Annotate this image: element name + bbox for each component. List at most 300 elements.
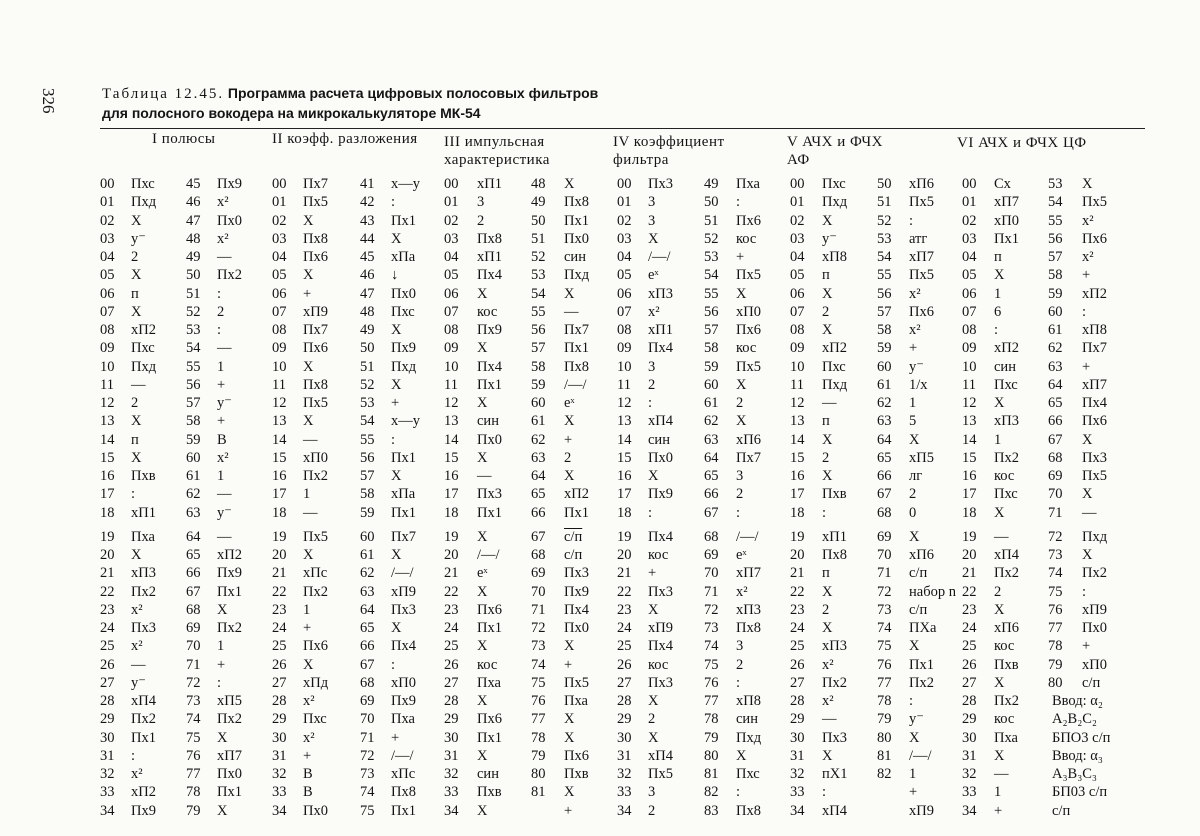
step-command: кос — [736, 340, 757, 357]
step-command: X — [736, 747, 747, 764]
step-address: 04 — [617, 249, 632, 265]
step-address: 64 — [877, 431, 892, 448]
step-address: 34 — [444, 802, 459, 819]
step-command: с/п — [1082, 674, 1101, 691]
step-command: с/п — [564, 547, 583, 563]
step-command: 2 — [909, 486, 917, 503]
step-command: Пх6 — [909, 303, 934, 320]
step-command: 2 — [217, 303, 225, 320]
step-command: хП7 — [1082, 376, 1107, 393]
step-command: X — [303, 212, 314, 229]
step-command: X — [648, 729, 659, 746]
step-command: + — [736, 249, 745, 265]
step-command: Пх2 — [994, 565, 1019, 582]
step-command: 0 — [909, 504, 917, 521]
step-address: 28 — [444, 693, 459, 709]
step-address: 09 — [617, 340, 632, 357]
step-command: у⁻ — [909, 358, 924, 375]
step-command: Пхс — [131, 176, 155, 192]
step-address: 53 — [186, 322, 201, 338]
step-command: хП8 — [822, 249, 847, 265]
step-address: 58 — [1048, 267, 1063, 284]
step-address: 62 — [1048, 340, 1063, 357]
step-address: 20 — [444, 547, 459, 563]
step-address: 19 — [444, 528, 459, 545]
step-command: + — [1082, 358, 1091, 375]
step-command: /—/ — [391, 747, 414, 764]
step-command: X — [822, 322, 833, 338]
step-command: Пх8 — [303, 230, 328, 247]
step-command: X — [994, 747, 1005, 764]
step-address: 67 — [186, 583, 201, 600]
step-command: Пх9 — [131, 802, 156, 819]
step-command: Пх9 — [564, 583, 589, 600]
step-address: 16 — [962, 468, 977, 484]
step-address: 72 — [1048, 528, 1063, 545]
step-address: 57 — [531, 340, 546, 357]
step-address: 28 — [617, 693, 632, 709]
step-address: 11 — [790, 376, 804, 393]
step-address: 21 — [444, 565, 459, 582]
step-address: 34 — [617, 802, 632, 819]
step-command: : — [736, 784, 741, 801]
step-address: 27 — [272, 674, 287, 691]
step-address: 10 — [617, 358, 632, 375]
step-address: 61 — [1048, 322, 1063, 338]
step-address: 23 — [272, 601, 287, 618]
step-address: 53 — [360, 395, 375, 411]
step-address: 80 — [1048, 674, 1063, 691]
step-command: хП4 — [131, 693, 156, 709]
step-address: 53 — [531, 267, 546, 284]
step-address: 11 — [617, 376, 631, 393]
step-address: 03 — [962, 230, 977, 247]
step-command: + — [303, 620, 312, 636]
step-address: 55 — [1048, 212, 1063, 229]
step-address: 61 — [531, 413, 546, 430]
step-address: 25 — [272, 638, 287, 655]
step-address: 52 — [704, 230, 719, 247]
step-address: 51 — [704, 212, 719, 229]
step-address: 58 — [531, 358, 546, 375]
step-address: 66 — [704, 486, 719, 503]
step-address: 01 — [272, 194, 287, 211]
step-address: 70 — [360, 711, 375, 728]
step-command: Пх4 — [648, 340, 673, 357]
step-address: 46 — [186, 194, 201, 211]
step-command: Пх1 — [477, 729, 502, 746]
step-command: хП9 — [391, 583, 416, 600]
step-address: 14 — [962, 431, 977, 448]
step-address: 69 — [877, 528, 892, 545]
step-command: хП1 — [131, 504, 156, 521]
step-command: Пх6 — [303, 249, 328, 265]
step-address: 10 — [962, 358, 977, 375]
step-command: 1 — [994, 285, 1002, 302]
step-command: Пх2 — [909, 674, 934, 691]
step-command: X — [477, 583, 488, 600]
step-address: 76 — [186, 747, 201, 764]
step-address: 75 — [877, 638, 892, 655]
step-command: Пхв — [994, 656, 1019, 673]
step-address: 62 — [877, 395, 892, 411]
step-command: X — [994, 504, 1005, 521]
step-command: п — [822, 413, 830, 430]
input-note: с/п — [1052, 802, 1071, 819]
step-address: 30 — [790, 729, 805, 746]
step-address: 11 — [444, 376, 458, 393]
step-command: Пх0 — [217, 766, 242, 782]
step-address: 05 — [272, 267, 287, 284]
step-command: 3 — [648, 784, 656, 801]
step-address: 80 — [531, 766, 546, 782]
step-address: 54 — [704, 267, 719, 284]
step-command: Пх9 — [391, 340, 416, 357]
step-command: син — [994, 358, 1016, 375]
step-command: хП9 — [648, 620, 673, 636]
step-command: у⁻ — [909, 711, 924, 728]
step-address: 02 — [100, 212, 115, 229]
step-command: кос — [994, 468, 1015, 484]
step-address: 71 — [186, 656, 201, 673]
step-address: 16 — [617, 468, 632, 484]
step-address: 13 — [617, 413, 632, 430]
step-address: 50 — [186, 267, 201, 284]
step-address: 28 — [790, 693, 805, 709]
step-command: Пх2 — [217, 711, 242, 728]
step-address: 52 — [531, 249, 546, 265]
step-address: 51 — [531, 230, 546, 247]
step-address: 30 — [444, 729, 459, 746]
step-command: кос — [994, 711, 1015, 728]
step-address: 73 — [1048, 547, 1063, 563]
step-address: 18 — [444, 504, 459, 521]
step-command: x² — [217, 194, 229, 211]
step-command: — — [217, 486, 232, 503]
step-command: X — [391, 620, 402, 636]
step-command: у⁻ — [131, 674, 146, 691]
step-command: Пх9 — [477, 322, 502, 338]
step-command: : — [736, 194, 741, 211]
step-command: хП3 — [994, 413, 1019, 430]
step-command: Пх5 — [909, 194, 934, 211]
page-number: 326 — [39, 88, 58, 114]
step-address: 05 — [617, 267, 632, 284]
step-address: 65 — [360, 620, 375, 636]
step-address: 43 — [360, 212, 375, 229]
step-address: 63 — [1048, 358, 1063, 375]
step-address: 62 — [360, 565, 375, 582]
step-command: набор n — [909, 583, 956, 600]
step-address: 06 — [617, 285, 632, 302]
step-command: Пхд — [391, 358, 417, 375]
step-command: п — [131, 285, 139, 302]
caption-title-line2: для полосного вокодера на микрокалькуляторе МК-54 — [102, 105, 481, 121]
step-address: 10 — [444, 358, 459, 375]
step-command: Пх6 — [303, 340, 328, 357]
step-address: 00 — [272, 176, 287, 192]
step-address: 83 — [704, 802, 719, 819]
step-address: 26 — [962, 656, 977, 673]
step-command: X — [391, 547, 402, 563]
step-address: 63 — [186, 504, 201, 521]
step-address: 20 — [962, 547, 977, 563]
step-command: X — [564, 176, 575, 192]
step-command: : — [1082, 303, 1087, 320]
step-command: + — [303, 747, 312, 764]
step-command: : — [909, 693, 914, 709]
step-address: 04 — [100, 249, 115, 265]
step-address: 56 — [704, 303, 719, 320]
step-command: Пх0 — [648, 449, 673, 466]
step-command: X — [648, 693, 659, 709]
step-address: 67 — [1048, 431, 1063, 448]
step-command: у⁻ — [131, 230, 146, 247]
step-command: хПс — [391, 766, 416, 782]
step-address: 27 — [790, 674, 805, 691]
step-command: Пх0 — [303, 802, 328, 819]
step-address: 34 — [272, 802, 287, 819]
step-address: 05 — [962, 267, 977, 284]
step-address: 24 — [100, 620, 115, 636]
step-command: X — [477, 395, 488, 411]
step-address: 00 — [790, 176, 805, 192]
step-address: 34 — [100, 802, 115, 819]
step-address: 70 — [877, 547, 892, 563]
step-command: — — [994, 528, 1009, 545]
step-command: Пхс — [994, 486, 1018, 503]
step-command: хП1 — [477, 249, 502, 265]
step-command: хП0 — [1082, 656, 1107, 673]
step-address: 82 — [877, 766, 892, 782]
step-command: X — [994, 395, 1005, 411]
step-command: Пх0 — [564, 230, 589, 247]
step-address: 65 — [531, 486, 546, 503]
step-command: с/п — [564, 528, 583, 545]
step-command: x² — [131, 766, 143, 782]
step-address: 09 — [790, 340, 805, 357]
step-command: хП7 — [736, 565, 761, 582]
step-command: хП7 — [217, 747, 242, 764]
step-command: X — [822, 583, 833, 600]
step-address: 59 — [360, 504, 375, 521]
step-command: Пх2 — [217, 267, 242, 284]
step-address: 50 — [360, 340, 375, 357]
step-command: + — [648, 565, 657, 582]
step-command: Пх3 — [648, 674, 673, 691]
step-address: 53 — [877, 230, 892, 247]
step-command: X — [994, 267, 1005, 284]
step-address: 13 — [962, 413, 977, 430]
step-address: 55 — [877, 267, 892, 284]
step-address: 52 — [360, 376, 375, 393]
step-address: 73 — [531, 638, 546, 655]
step-command: Пх5 — [303, 395, 328, 411]
step-command: ↓ — [391, 267, 399, 284]
step-address: 76 — [877, 656, 892, 673]
step-command: x² — [217, 230, 229, 247]
step-command: x² — [1082, 212, 1094, 229]
step-command: X — [909, 431, 920, 448]
step-command: хПс — [303, 565, 328, 582]
step-address: 24 — [444, 620, 459, 636]
step-address: 72 — [704, 601, 719, 618]
step-address: 33 — [962, 784, 977, 801]
step-command: Пх2 — [1082, 565, 1107, 582]
step-command: Пх3 — [477, 486, 502, 503]
step-command: 1 — [303, 486, 311, 503]
step-address: 33 — [100, 784, 115, 801]
step-address: 67 — [531, 528, 546, 545]
step-address: 21 — [617, 565, 632, 582]
step-address: 12 — [790, 395, 805, 411]
step-address: 07 — [962, 303, 977, 320]
step-address: 75 — [531, 674, 546, 691]
step-command: Пх2 — [131, 711, 156, 728]
step-command: хП3 — [648, 285, 673, 302]
step-address: 82 — [704, 784, 719, 801]
step-address: 17 — [100, 486, 115, 503]
step-command: : — [648, 504, 653, 521]
step-command: хП4 — [648, 413, 673, 430]
step-address: 07 — [100, 303, 115, 320]
step-command: X — [477, 693, 488, 709]
step-address: 03 — [617, 230, 632, 247]
step-address: 18 — [790, 504, 805, 521]
step-command: хП3 — [822, 638, 847, 655]
step-address: 52 — [877, 212, 892, 229]
step-command: Пхв — [131, 468, 156, 484]
step-address: 55 — [186, 358, 201, 375]
step-address: 00 — [100, 176, 115, 192]
step-command: : — [909, 212, 914, 229]
step-command: Сх — [994, 176, 1011, 192]
step-address: 25 — [790, 638, 805, 655]
input-note: Ввод: α₃ — [1052, 747, 1103, 764]
step-address: 72 — [877, 583, 892, 600]
step-command: син — [648, 431, 670, 448]
step-address: 71 — [360, 729, 375, 746]
step-command: Пх8 — [477, 230, 502, 247]
step-address: 21 — [790, 565, 805, 582]
step-command: Пх8 — [564, 358, 589, 375]
step-command: п — [131, 431, 139, 448]
step-address: 15 — [272, 449, 287, 466]
input-note: Ввод: α₂ — [1052, 693, 1103, 709]
step-command: — — [477, 468, 492, 484]
step-command: X — [909, 729, 920, 746]
step-command: Пх6 — [477, 711, 502, 728]
step-command: — — [217, 249, 232, 265]
step-address: 56 — [360, 449, 375, 466]
step-address: 06 — [272, 285, 287, 302]
step-address: 25 — [444, 638, 459, 655]
step-command: 2 — [131, 395, 139, 411]
step-address: 81 — [531, 784, 546, 801]
step-command: : — [217, 285, 222, 302]
step-command: с/п — [909, 565, 928, 582]
step-address: 51 — [360, 358, 375, 375]
step-command: Пхд — [822, 376, 848, 393]
step-address: 09 — [272, 340, 287, 357]
step-command: Пх2 — [994, 449, 1019, 466]
step-address: 72 — [531, 620, 546, 636]
step-command: X — [477, 747, 488, 764]
step-command: Пх7 — [1082, 340, 1107, 357]
step-address: 15 — [617, 449, 632, 466]
step-address: 76 — [1048, 601, 1063, 618]
step-address: 28 — [272, 693, 287, 709]
step-command: x² — [822, 693, 834, 709]
step-address: 45 — [360, 249, 375, 265]
step-command: Пх5 — [1082, 194, 1107, 211]
step-address: 21 — [272, 565, 287, 582]
step-address: 14 — [617, 431, 632, 448]
step-address: 08 — [962, 322, 977, 338]
step-address: 33 — [272, 784, 287, 801]
step-command: Пх9 — [391, 693, 416, 709]
step-command: — — [217, 528, 232, 545]
step-address: 56 — [1048, 230, 1063, 247]
step-command: + — [564, 431, 573, 448]
step-address: 79 — [877, 711, 892, 728]
step-address: 06 — [962, 285, 977, 302]
step-address: 74 — [531, 656, 546, 673]
step-address: 74 — [186, 711, 201, 728]
step-command: син — [736, 711, 758, 728]
step-command: + — [303, 285, 312, 302]
step-command: Пхв — [822, 486, 847, 503]
step-command: х—у — [391, 176, 420, 192]
step-address: 02 — [962, 212, 977, 229]
step-address: 15 — [962, 449, 977, 466]
step-address: 26 — [617, 656, 632, 673]
step-address: 48 — [360, 303, 375, 320]
step-address: 60 — [877, 358, 892, 375]
step-address: 24 — [272, 620, 287, 636]
step-address: 17 — [790, 486, 805, 503]
step-command: X — [1082, 431, 1093, 448]
step-command: Пх6 — [477, 601, 502, 618]
step-address: 33 — [444, 784, 459, 801]
step-address: 64 — [360, 601, 375, 618]
step-command: Пх2 — [217, 620, 242, 636]
step-command: X — [1082, 547, 1093, 563]
step-command: 3 — [648, 358, 656, 375]
step-command: 1 — [217, 468, 225, 484]
step-command: /—/ — [564, 376, 587, 393]
step-address: 32 — [272, 766, 287, 782]
step-command: — — [564, 303, 579, 320]
step-command: Пх3 — [648, 583, 673, 600]
step-address: 02 — [272, 212, 287, 229]
step-address: 14 — [444, 431, 459, 448]
step-address: 21 — [100, 565, 115, 582]
step-command: хП2 — [994, 340, 1019, 357]
step-command: Пха — [391, 711, 415, 728]
step-command: Пх1 — [391, 802, 416, 819]
step-command: X — [564, 285, 575, 302]
step-command: 2 — [822, 303, 830, 320]
step-command: /—/ — [477, 547, 500, 563]
step-address: 66 — [531, 504, 546, 521]
step-command: /—/ — [909, 747, 932, 764]
step-address: 61 — [704, 395, 719, 411]
step-command: Пх0 — [1082, 620, 1107, 636]
step-command: Пхс — [131, 340, 155, 357]
step-command: X — [303, 547, 314, 563]
step-command: Пх1 — [217, 583, 242, 600]
